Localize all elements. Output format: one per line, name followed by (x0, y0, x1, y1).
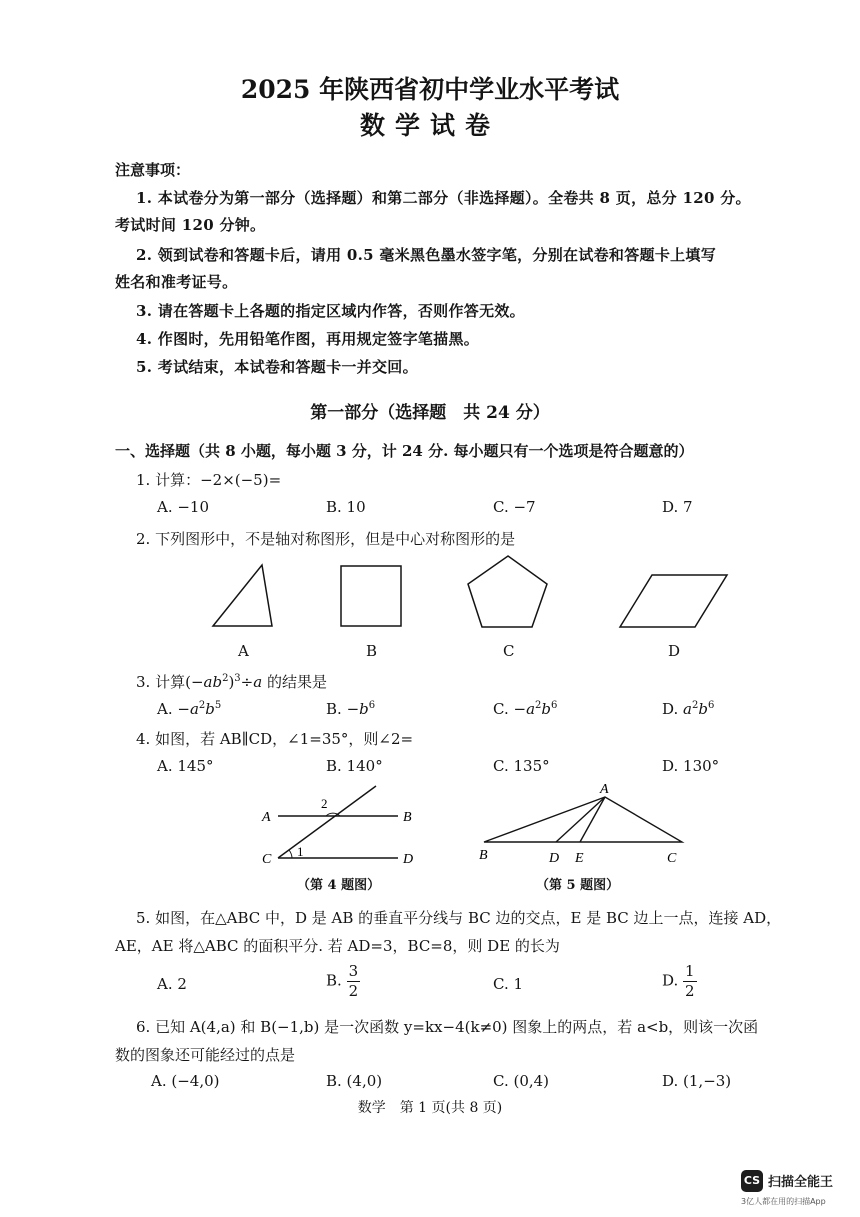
q6-option-c: C. (0,4) (493, 1072, 550, 1090)
fig5-label-a: A (600, 782, 609, 797)
notice-item-1-cont: 考试时间 120 分钟。 (115, 216, 266, 234)
q2-stem: 2. 下列图形中，不是轴对称图形，但是中心对称图形的是 (136, 530, 516, 548)
q1-option-a: A. −10 (157, 498, 210, 516)
fig5-label-c: C (667, 851, 677, 866)
exam-title: 2025 年陕西省初中学业水平考试 (240, 75, 620, 104)
notice-heading: 注意事项： (115, 161, 191, 179)
camscanner-tagline: 3亿人都在用的扫描App (741, 1197, 826, 1206)
q4-stem: 4. 如图，若 AB∥CD，∠1=35°，则∠2= (136, 730, 414, 748)
fig4-label-b: B (403, 810, 412, 825)
q2-label-c: C (503, 642, 515, 660)
fig4-label-2: 2 (321, 796, 328, 811)
fig4-label-c: C (262, 852, 272, 867)
fig5-caption: （第 5 题图） (536, 878, 620, 893)
fig5-segment-ad (556, 797, 605, 842)
q5-option-d-fraction: $\frac{1}{2}$ (685, 962, 695, 1000)
q6-option-b: B. (4,0) (326, 1072, 383, 1090)
q1-option-c: C. −7 (493, 498, 536, 516)
fig4-label-a: A (262, 810, 271, 825)
q1-option-d: D. 7 (662, 498, 693, 516)
q1-option-b: B. 10 (326, 498, 366, 516)
fig4-label-1: 1 (297, 844, 304, 859)
q2-label-d: D (668, 642, 681, 660)
fig5-label-b: B (479, 848, 488, 863)
q6-line-1: 6. 已知 A(4,a) 和 B(−1,b) 是一次函数 y=kx−4(k≠0) 图象上的两点，若 a<b，则该一次函 (136, 1018, 759, 1036)
q5-line-2: AE，AE 将△ABC 的面积平分. 若 AD=3，BC=8，则 DE 的长为 (115, 937, 560, 955)
q3-option-d: D. $a^2b^6$ (662, 700, 715, 718)
fig5-segment-ae (580, 797, 605, 842)
camscanner-name: 扫描全能王 (768, 1175, 834, 1190)
part1-title: 第一部分（选择题 共 24 分） (310, 403, 550, 423)
fig5-label-d: D (549, 851, 560, 866)
q4-option-b: B. 140° (326, 757, 383, 775)
q5-option-d: D. $\frac{1}{2}$ (662, 962, 695, 1000)
q1-stem: 1. 计算：−2×(−5)= (136, 471, 282, 489)
fig4-label-d: D (403, 852, 414, 867)
page-footer: 数学 第 1 页(共 8 页) (357, 1100, 503, 1116)
q3-stem: 3. 计算$(-ab^2)^3\div a$ 的结果是 (136, 673, 327, 691)
notice-item-5: 5. 考试结束，本试卷和答题卡一并交回。 (136, 358, 418, 376)
exam-subtitle: 数学试卷 (359, 111, 500, 140)
q4-option-a: A. 145° (157, 757, 214, 775)
notice-item-3: 3. 请在答题卡上各题的指定区域内作答，否则作答无效。 (136, 302, 525, 320)
notice-item-2: 2. 领到试卷和答题卡后，请用 0.5 毫米黑色墨水签字笔，分别在试卷和答题卡上填写 (136, 246, 717, 264)
q6-option-a: A. (−4,0) (151, 1072, 220, 1090)
q5-option-c: C. 1 (493, 975, 524, 993)
notice-item-2-cont: 姓名和准考证号。 (115, 273, 238, 291)
fig5-label-e: E (575, 851, 584, 866)
q2-label-b: B (366, 642, 378, 660)
fig4-caption: （第 4 题图） (297, 878, 381, 893)
camscanner-logo-icon: CS (741, 1170, 763, 1192)
q4-option-c: C. 135° (493, 757, 550, 775)
q5-option-a: A. 2 (157, 975, 187, 993)
q5-option-b-fraction: $\frac{3}{2}$ (348, 962, 359, 1000)
q3-option-c: C. $-a^2b^6$ (493, 700, 558, 718)
q6-line-2: 数的图象还可能经过的点是 (115, 1046, 296, 1064)
q2-label-a: A (238, 642, 249, 660)
q4-option-d: D. 130° (662, 757, 720, 775)
fig4-angle1-arc (289, 850, 292, 858)
q5-option-b: B. $\frac{3}{2}$ (326, 962, 359, 1000)
q3-option-b: B. $-b^6$ (326, 700, 376, 718)
section-heading: 一、选择题（共 8 小题，每小题 3 分，计 24 分. 每小题只有一个选项是符合题意的） (115, 442, 694, 460)
q3-option-a: A. $-a^2b^5$ (157, 700, 222, 718)
notice-item-1: 1. 本试卷分为第一部分（选择题）和第二部分（非选择题）。全卷共 8 页，总分 120 分。 (136, 189, 751, 207)
q5-line-1: 5. 如图，在△ABC 中，D 是 AB 的垂直平分线与 BC 边的交点，E 是 BC 边上一点，连接 AD， (136, 909, 782, 927)
q6-option-d: D. (1,−3) (662, 1072, 732, 1090)
notice-item-4: 4. 作图时，先用铅笔作图，再用规定签字笔描黑。 (136, 330, 480, 348)
